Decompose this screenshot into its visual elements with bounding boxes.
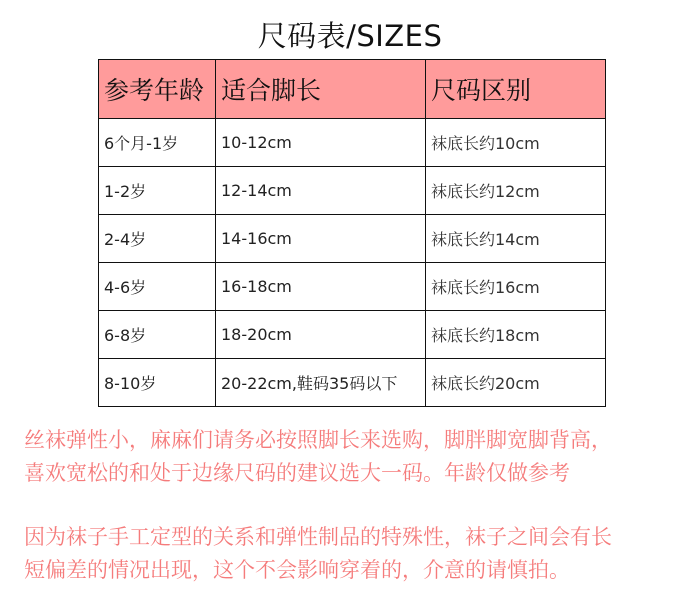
cell-foot-length: 12-14cm [216,167,426,215]
table-header-row [99,60,606,119]
cell-foot-length: 16-18cm [216,263,426,311]
cell-sock-length: 袜底长约10cm [426,119,606,167]
cell-sock-length: 袜底长约18cm [426,311,606,359]
cell-sock-length: 袜底长约20cm [426,359,606,407]
header-foot-length: 适合脚长 [216,60,426,119]
cell-foot-length: 20-22cm,鞋码35码以下 [216,359,426,407]
cell-age: 6个月-1岁 [99,119,216,167]
header-size-difference: 尺码区别 [426,60,606,119]
cell-foot-length: 18-20cm [216,311,426,359]
notes-section [24,424,694,587]
cell-age: 4-6岁 [99,263,216,311]
table-row [99,119,606,167]
note-line: 因为袜子手工定型的关系和弹性制品的特殊性，袜子之间会有长 [24,525,612,549]
table-row [99,215,606,263]
cell-age: 8-10岁 [99,359,216,407]
page-title: 尺码表/SIZES [257,19,443,53]
note-line: 短偏差的情况出现，这个不会影响穿着的，介意的请慎拍。 [24,558,570,582]
header-age: 参考年龄 [99,60,216,119]
cell-age: 2-4岁 [99,215,216,263]
cell-age: 1-2岁 [99,167,216,215]
cell-foot-length: 10-12cm [216,119,426,167]
table-row [99,167,606,215]
cell-sock-length: 袜底长约12cm [426,167,606,215]
table-row [99,311,606,359]
size-table [98,59,606,407]
cell-foot-length: 14-16cm [216,215,426,263]
note-line: 喜欢宽松的和处于边缘尺码的建议选大一码。年龄仅做参考 [24,461,570,485]
cell-sock-length: 袜底长约16cm [426,263,606,311]
cell-sock-length: 袜底长约14cm [426,215,606,263]
table-row [99,263,606,311]
paragraph-gap [24,490,694,521]
cell-age: 6-8岁 [99,311,216,359]
note-line: 丝袜弹性小，麻麻们请务必按照脚长来选购，脚胖脚宽脚背高， [24,428,612,452]
table-row [99,359,606,407]
